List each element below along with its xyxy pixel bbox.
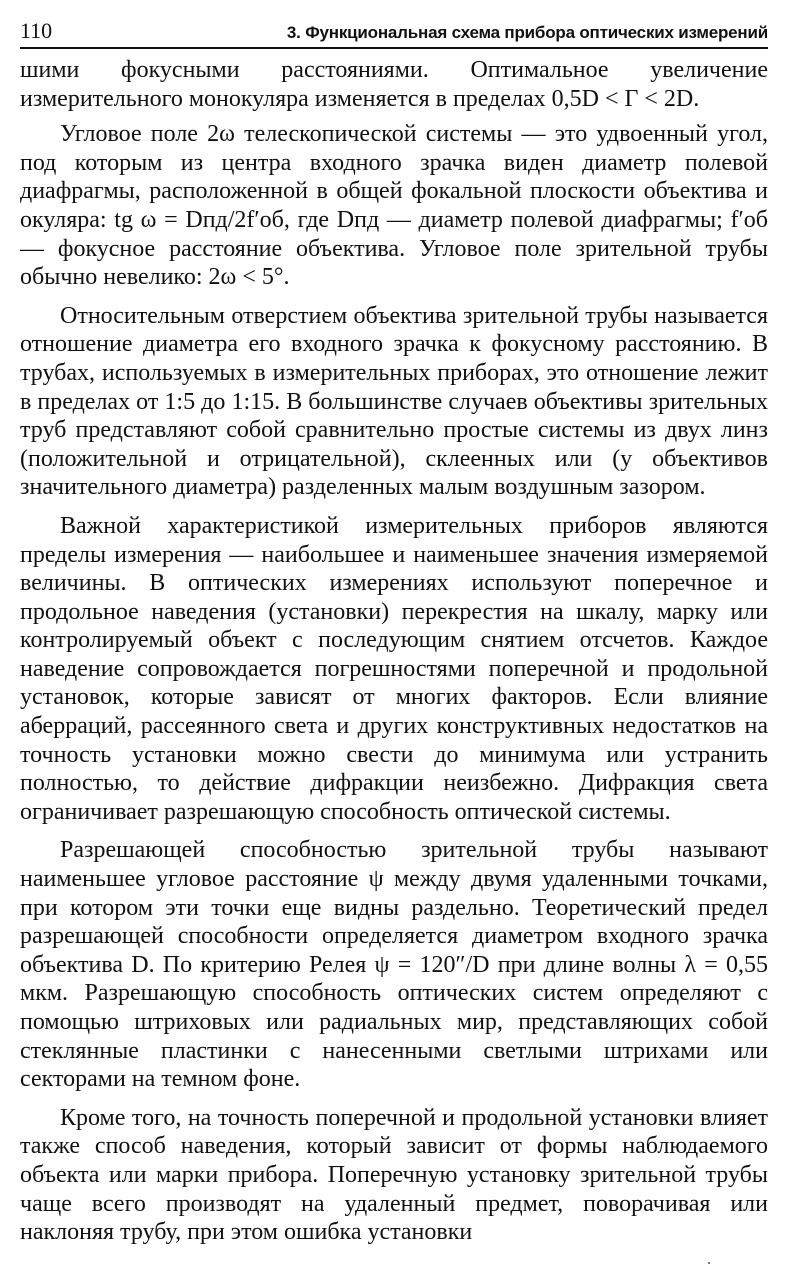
print-speck [708,1262,710,1264]
book-page [20,14,768,1247]
paragraph-angular-field: Угловое поле 2ω телескопической системы — это удвоенный угол, под которым из центра входного зрачка виден диаметр полевой диафрагмы, расположенной в общей фокальной плоскости объектива и окуляра: tg ω = Dпд/2f′об, где Dпд — диаметр полевой диафрагмы; f′об — фокусное расстояние объектива. Угловое поле зрительной трубы обычно невелико: 2ω < 5°. [20,121,768,291]
paragraph-relative-aperture: Относительным отверстием объектива зрительной трубы называется отношение диаметра его входного зрачка к фокусному расстоянию. В трубах, используемых в измерительных приборах, это отношение лежит в пределах от 1:5 до 1:15. В большинстве случаев объективы зрительных труб представляют собой сравнительно простые системы из двух линз (положительной и отрицательной), склеенных или (у объективов значительного диаметра) разделенных малым воздушным зазором. [20,302,768,501]
page-header [20,14,768,49]
body-text [20,56,768,1247]
page-number: 110 [20,18,53,43]
paragraph-continuation: шими фокусными расстояниями. Оптимальное увеличение измерительного монокуляра изменяется в пределах 0,5D < Г < 2D. [20,57,768,112]
paragraph-resolving-power: Разрешающей способностью зрительной трубы называют наименьшее угловое расстояние ψ между двумя удаленными точками, при котором эти точки еще видны раздельно. Теоретический предел разрешающей способности определяется диаметром входного зрачка объектива D. По критерию Релея ψ = 120″/D при длине волны λ = 0,55 мкм. Разрешающую способность оптических систем определяют с помощью штриховых или радиальных мир, представляющих собой стеклянные пластинки с нанесенными светлыми штрихами или секторами на темном фоне. [20,837,768,1093]
paragraph-pointing-method: Кроме того, на точность поперечной и продольной установки влияет также способ наведения, который зависит от формы наблюдаемого объекта или марки прибора. Поперечную установку зрительной трубы чаще всего производят на удаленный предмет, поворачивая или наклоняя трубу, при этом ошибка установки [20,1104,768,1246]
paragraph-measurement-limits: Важной характеристикой измерительных приборов являются пределы измерения — наибольшее и наименьшее значения измеряемой величины. В оптических измерениях используют поперечное и продольное наведения (установки) перекрестия на шкалу, марку или контролируемый объект с последующим снятием отсчетов. Каждое наведение сопровождается погрешностями поперечной и продольной установок, которые зависят от многих факторов. Если влияние аберраций, рассеянного света и других конструктивных недостатков на точность установки можно свести до минимума или устранить полностью, то действие дифракции неизбежно. Дифракция света ограничивает разрешающую способность оптической системы. [20,512,768,825]
running-title: 3. Функциональная схема прибора оптических измерений [286,23,768,42]
